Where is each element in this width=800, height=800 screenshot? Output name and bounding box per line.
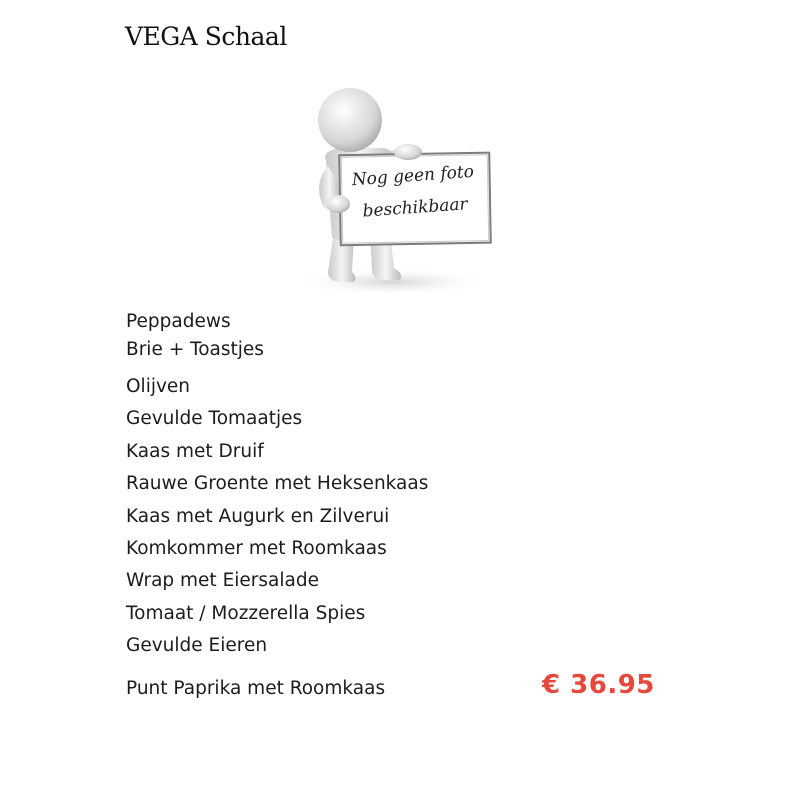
list-item: Punt Paprika met Roomkaas	[126, 678, 386, 699]
list-item: Komkommer met Roomkaas	[126, 538, 387, 559]
list-item: Olijven	[126, 376, 191, 397]
list-item: Brie + Toastjes	[126, 339, 264, 360]
list-item: Wrap met Eiersalade	[126, 570, 319, 591]
list-item: Kaas met Augurk en Zilverui	[126, 506, 390, 527]
list-item: Kaas met Druif	[126, 441, 264, 462]
menu-item-list	[126, 0, 526, 800]
sign-line-1: Nog geen foto	[351, 161, 475, 191]
list-item: Gevulde Tomaatjes	[126, 408, 303, 429]
list-item: Tomaat / Mozzerella Spies	[126, 603, 366, 624]
sign-line-2: beschikbaar	[361, 194, 469, 222]
page-title: VEGA Schaal	[125, 22, 287, 51]
list-item: Peppadews	[126, 311, 231, 332]
price-label: € 36.95	[542, 670, 655, 700]
list-item: Gevulde Eieren	[126, 635, 268, 656]
list-item: Rauwe Groente met Heksenkaas	[126, 473, 429, 494]
